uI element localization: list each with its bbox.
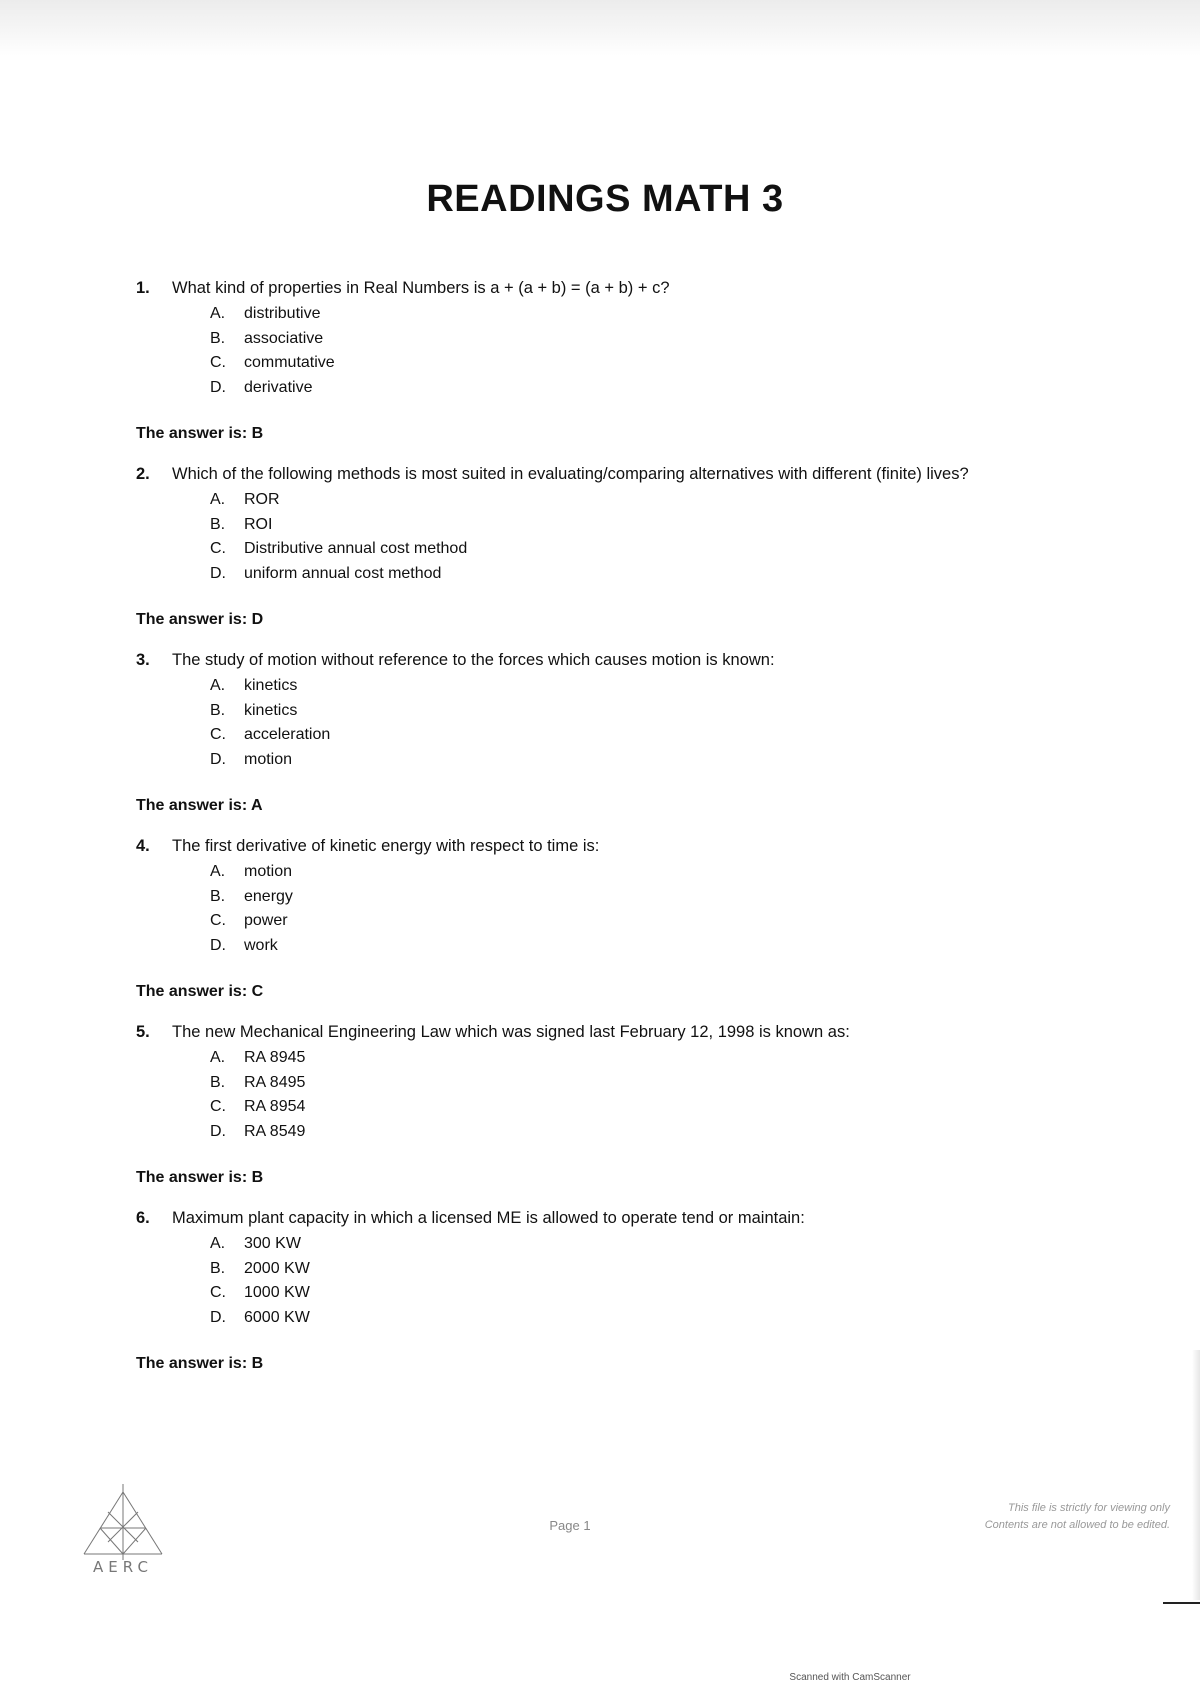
scan-right-shadow — [1192, 1350, 1200, 1600]
option-item — [210, 302, 1056, 327]
question-block — [136, 834, 1056, 1004]
scan-top-shadow — [0, 0, 1200, 56]
option-text: distributive — [244, 305, 321, 322]
option-item — [210, 1257, 1056, 1282]
aerc-logo — [78, 1482, 168, 1578]
option-letter: D. — [210, 564, 226, 582]
option-letter: C. — [210, 1284, 226, 1301]
question-block — [136, 462, 1056, 632]
question-block — [136, 1020, 1056, 1190]
option-item — [210, 860, 1056, 885]
question-line — [136, 1020, 1056, 1044]
option-item — [210, 934, 1056, 959]
answer-line: The answer is: A — [136, 797, 263, 814]
option-text: 300 KW — [244, 1235, 301, 1252]
option-letter: A. — [210, 863, 226, 880]
option-letter: D. — [210, 936, 226, 954]
scanner-watermark: Scanned with CamScanner — [789, 1672, 911, 1683]
option-item — [210, 1120, 1056, 1145]
option-list — [210, 860, 1056, 958]
option-item — [210, 562, 1056, 587]
option-item — [210, 513, 1056, 538]
option-text: RA 8954 — [244, 1098, 306, 1115]
question-number: 3. — [136, 651, 150, 669]
option-letter: B. — [210, 887, 226, 905]
option-text: 6000 KW — [244, 1308, 310, 1326]
option-letter: B. — [210, 701, 226, 719]
question-text: What kind of properties in Real Numbers is a + (a + b) = (a + b) + c? — [172, 279, 670, 297]
answer-line: The answer is: B — [136, 425, 264, 442]
option-letter: A. — [210, 305, 226, 322]
answer-line: The answer is: B — [136, 1169, 264, 1186]
option-text: ROI — [244, 515, 273, 533]
question-number: 2. — [136, 465, 150, 483]
option-letter: B. — [210, 515, 226, 533]
option-item — [210, 699, 1056, 724]
option-item — [210, 1071, 1056, 1096]
option-item — [210, 723, 1056, 748]
question-number: 1. — [136, 279, 150, 297]
question-text: The new Mechanical Engineering Law which was signed last February 12, 1998 is known as: — [172, 1023, 850, 1041]
option-letter: A. — [210, 491, 226, 508]
notice-line-1: This file is strictly for viewing only — [1008, 1502, 1170, 1514]
option-letter: D. — [210, 378, 226, 396]
option-letter: A. — [210, 677, 226, 694]
scan-edge-mark — [1163, 1602, 1200, 1604]
option-text: ROR — [244, 491, 280, 508]
question-line — [136, 648, 1056, 672]
option-text: RA 8549 — [244, 1122, 306, 1140]
question-number: 6. — [136, 1209, 150, 1227]
option-item — [210, 376, 1056, 401]
option-text: derivative — [244, 378, 313, 396]
option-item — [210, 885, 1056, 910]
option-text: acceleration — [244, 726, 331, 743]
option-item — [210, 1306, 1056, 1331]
question-line — [136, 276, 1056, 300]
option-letter: C. — [210, 540, 226, 557]
option-text: associative — [244, 329, 324, 347]
option-item — [210, 327, 1056, 352]
option-letter: B. — [210, 329, 226, 347]
question-block — [136, 648, 1056, 818]
question-number: 4. — [136, 837, 150, 855]
option-item — [210, 909, 1056, 934]
question-block — [136, 1206, 1056, 1376]
option-letter: B. — [210, 1259, 226, 1277]
answer-line: The answer is: B — [136, 1355, 264, 1372]
option-text: RA 8945 — [244, 1049, 306, 1066]
option-text: motion — [244, 863, 293, 880]
option-text: commutative — [244, 354, 335, 371]
question-line — [136, 462, 1056, 486]
option-item — [210, 1046, 1056, 1071]
view-only-notice — [850, 1500, 1170, 1534]
option-letter: C. — [210, 726, 226, 743]
option-item — [210, 748, 1056, 773]
option-item — [210, 1232, 1056, 1257]
option-letter: B. — [210, 1073, 226, 1091]
option-item — [210, 537, 1056, 562]
question-line — [136, 834, 1056, 858]
option-text: power — [244, 912, 288, 929]
option-item — [210, 1095, 1056, 1120]
option-text: motion — [244, 750, 293, 768]
option-item — [210, 488, 1056, 513]
question-line — [136, 1206, 1056, 1230]
option-list — [210, 1232, 1056, 1330]
option-letter: D. — [210, 1122, 226, 1140]
option-text: Distributive annual cost method — [244, 540, 468, 557]
question-text: Which of the following methods is most suited in evaluating/comparing alternatives with different (finite) lives? — [172, 465, 969, 483]
answer-line: The answer is: D — [136, 611, 264, 628]
question-number: 5. — [136, 1023, 150, 1041]
option-text: kinetics — [244, 701, 298, 719]
question-text: Maximum plant capacity in which a licensed ME is allowed to operate tend or maintain: — [172, 1209, 805, 1227]
option-text: RA 8495 — [244, 1073, 306, 1091]
page-title: READINGS MATH 3 — [426, 178, 784, 220]
option-text: uniform annual cost method — [244, 564, 442, 582]
option-list — [210, 302, 1056, 400]
option-letter: C. — [210, 354, 226, 371]
option-list — [210, 1046, 1056, 1144]
question-text: The first derivative of kinetic energy with respect to time is: — [172, 837, 600, 855]
option-text: 1000 KW — [244, 1284, 310, 1301]
question-list — [136, 276, 1056, 1392]
option-text: kinetics — [244, 677, 298, 694]
option-letter: D. — [210, 750, 226, 768]
option-text: energy — [244, 887, 293, 905]
option-item — [210, 351, 1056, 376]
page-number: Page 1 — [549, 1518, 591, 1533]
option-text: work — [244, 936, 278, 954]
option-letter: D. — [210, 1308, 226, 1326]
question-block — [136, 276, 1056, 446]
question-text: The study of motion without reference to the forces which causes motion is known: — [172, 651, 775, 669]
notice-line-2: Contents are not allowed to be edited. — [984, 1519, 1170, 1531]
logo-text: AERC — [93, 1558, 153, 1576]
option-text: 2000 KW — [244, 1259, 310, 1277]
answer-line: The answer is: C — [136, 983, 264, 1000]
option-item — [210, 1281, 1056, 1306]
option-letter: C. — [210, 912, 226, 929]
option-list — [210, 674, 1056, 772]
option-item — [210, 674, 1056, 699]
option-letter: C. — [210, 1098, 226, 1115]
option-letter: A. — [210, 1235, 226, 1252]
option-letter: A. — [210, 1049, 226, 1066]
option-list — [210, 488, 1056, 586]
